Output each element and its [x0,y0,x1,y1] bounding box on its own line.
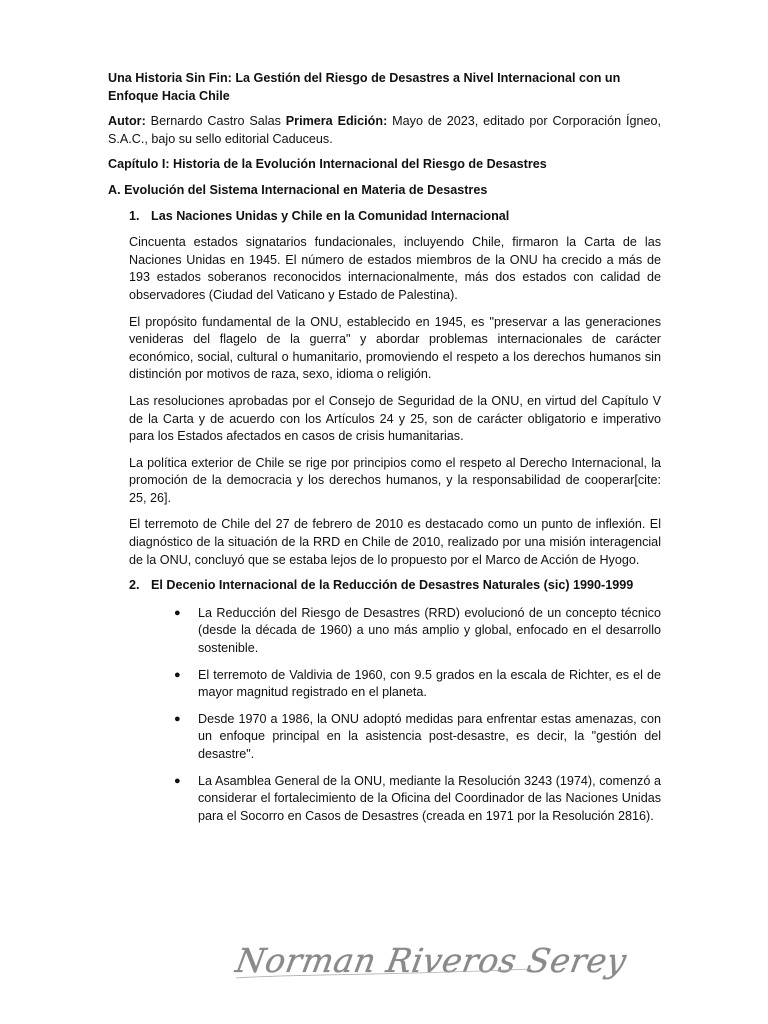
section-heading: A. Evolución del Sistema Internacional en Materia de Desastres [108,182,488,197]
signature-image [230,928,630,988]
list-item [108,711,661,764]
paragraph: La política exterior de Chile se rige por principios como el respeto al Derecho Internacional, la promoción de la democracia y los derechos humanos, y la responsabilidad de cooperar[cite: 25, 26]. [129,455,661,505]
bullet-text: El terremoto de Valdivia de 1960, con 9.5 grados en la escala de Richter, es el de mayor magnitud registrado en el planeta. [198,667,661,700]
bullet-icon: ● [174,712,181,725]
paragraph: Las resoluciones aprobadas por el Consejo de Seguridad de la ONU, en virtud del Capítulo V de la Carta y de acuerdo con los Artículos 24 y 25, son de carácter obligatorio e imperativo para los Estados afectados en casos de crisis humanitarias. [129,393,661,444]
bullet-list [108,605,661,826]
author-line [108,113,661,148]
document-title: Una Historia Sin Fin: La Gestión del Riesgo de Desastres a Nivel Internacional con un Enfoque Hacia Chile [108,71,621,103]
list-item [108,605,661,658]
edition-text: Mayo de 2023, editado por Corporación Ígneo, S.A.C., bajo su sello editorial Caduceus. [108,114,661,146]
svg-text:Norman Riveros Serey: Norman Riveros Serey [232,941,630,980]
chapter-heading: Capítulo I: Historia de la Evolución Internacional del Riesgo de Desastres [108,157,547,172]
list-item [108,667,661,702]
bullet-icon: ● [174,774,181,787]
bullet-text: La Asamblea General de la ONU, mediante la Resolución 3243 (1974), comenzó a considerar el fortalecimiento de la Oficina del Coordinador de las Naciones Unidas para el Socorro en Casos de Desastres (creada en 1971 por la Resolución 2816). [198,773,661,823]
item-number: 1. [129,208,140,223]
paragraph: El propósito fundamental de la ONU, establecido en 1945, es "preservar a las generaciones venideras del flagelo de la guerra" y abordar problemas internacionales de carácter económico, social, cultural o humanitario, promoviendo el respeto a los derechos humanos sin distinción por motivos de raza, sexo, idioma o religión. [129,314,661,382]
list-item [108,773,661,826]
author-label: Autor: [108,114,146,129]
item-heading-1 [108,208,661,226]
paragraph: Cincuenta estados signatarios fundacionales, incluyendo Chile, firmaron la Carta de las Naciones Unidas en 1945. El número de estados miembros de la ONU ha crecido a más de 193 estados soberanos reconocidos internacionalmente, más dos estados con calidad de observadores (Ciudad del Vaticano y Estado de Palestina). [129,235,661,302]
bullet-icon: ● [174,606,181,619]
bullet-text: Desde 1970 a 1986, la ONU adoptó medidas para enfrentar estas amenazas, con un enfoque principal en la asistencia post-desastre, es decir, la "gestión del desastre". [198,711,661,761]
bullet-icon: ● [174,668,181,681]
bullet-text: La Reducción del Riesgo de Desastres (RRD) evolucionó de un concepto técnico (desde la década de 1960) a uno más amplio y global, enfocado en el desarrollo sostenible. [198,605,661,656]
author-name: Bernardo Castro Salas [145,114,286,129]
paragraph: El terremoto de Chile del 27 de febrero de 2010 es destacado como un punto de inflexión. El diagnóstico de la situación de la RRD en Chile de 2010, realizado por una misión interagencial de la ONU, concluyó que se estaba lejos de lo propuesto por el Marco de Acción de Hyogo. [129,517,661,567]
item-heading-2 [108,577,661,595]
item-heading-text: El Decenio Internacional de la Reducción de Desastres Naturales (sic) 1990-1999 [151,578,634,593]
edition-label: Primera Edición: [285,114,388,129]
document-body [108,70,661,825]
item-number: 2. [129,578,140,593]
item-heading-text: Las Naciones Unidas y Chile en la Comunidad Internacional [151,208,510,223]
